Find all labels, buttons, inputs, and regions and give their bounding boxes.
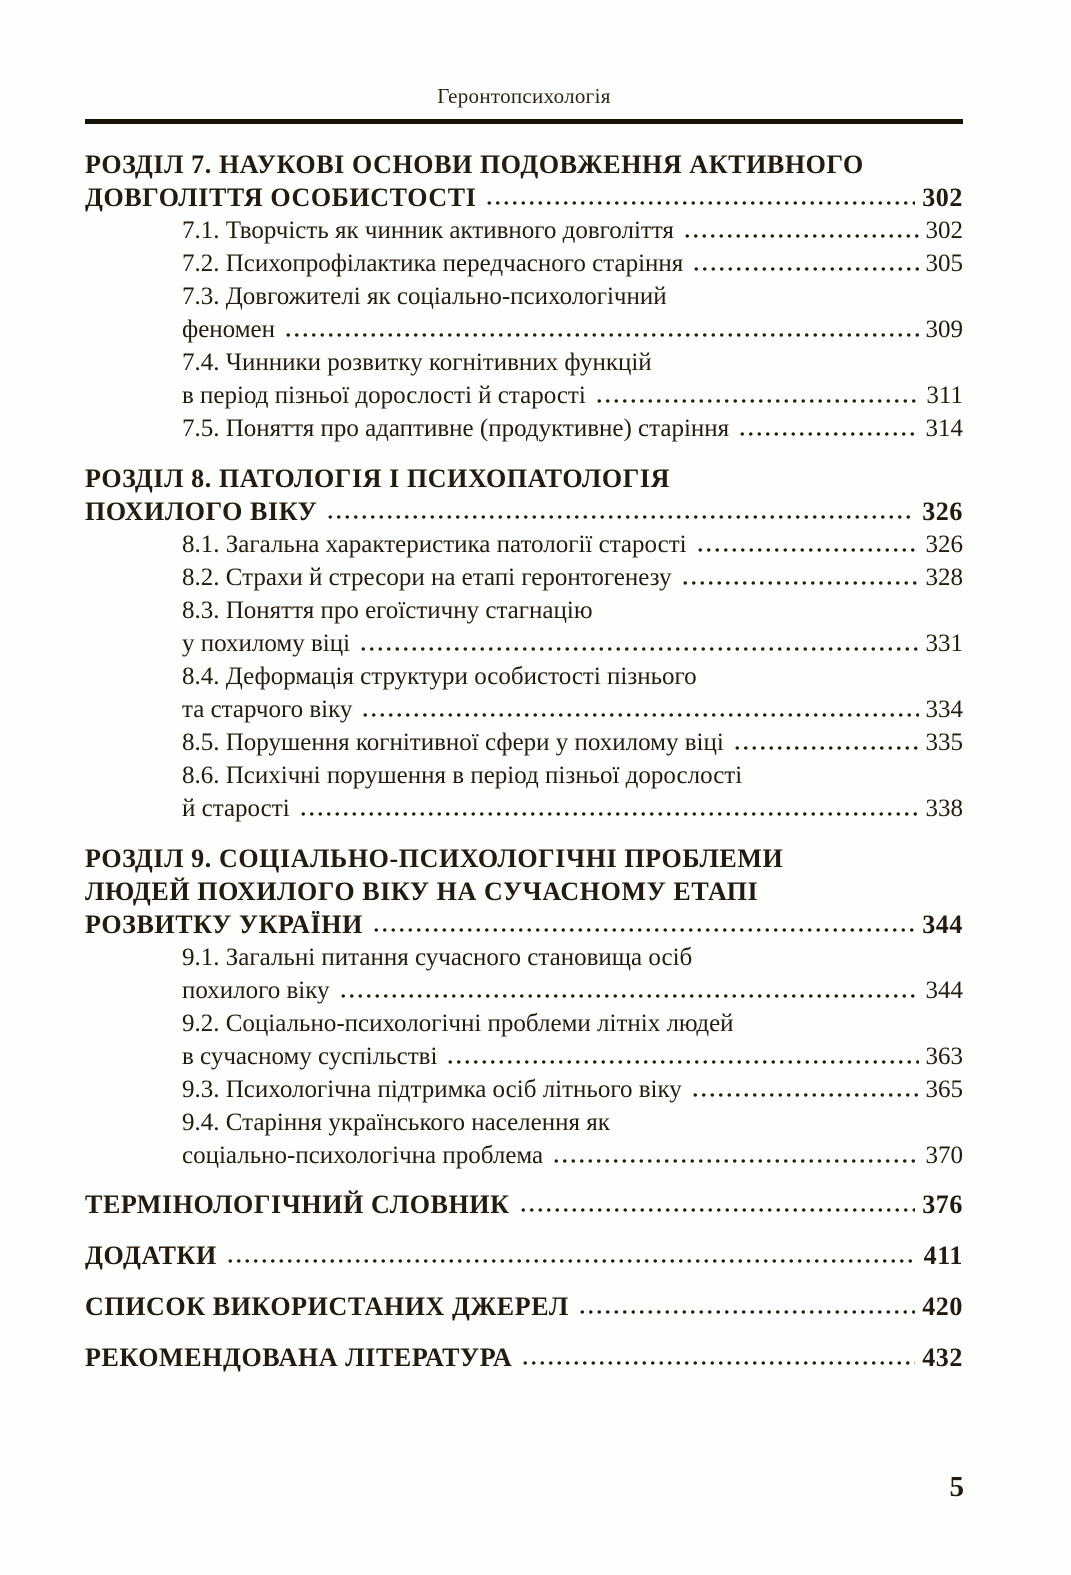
- toc-item: [85, 941, 963, 974]
- dot-leader: [738, 412, 918, 445]
- toc-page-ref: 328: [925, 564, 963, 591]
- toc-chapter-text: ЛЮДЕЙ ПОХИЛОГО ВІКУ НА СУЧАСНОМУ ЕТАПІ: [85, 877, 759, 906]
- dot-leader: [691, 1073, 919, 1106]
- dot-leader: [521, 1341, 915, 1374]
- toc-terminal-text: ТЕРМІНОЛОГІЧНИЙ СЛОВНИК: [85, 1190, 510, 1219]
- dot-leader: [284, 313, 919, 346]
- toc-item-text: похилого віку: [182, 977, 330, 1004]
- toc-page-ref: 314: [925, 415, 963, 442]
- toc-item-text: 9.3. Психологічна підтримка осіб літнього віку: [182, 1076, 682, 1103]
- toc-page-ref: 311: [926, 382, 963, 409]
- toc-page-ref: 344: [925, 977, 963, 1004]
- toc-page-ref: 305: [925, 250, 963, 277]
- toc-item-text: 7.5. Поняття про адаптивне (продуктивне) старіння: [182, 415, 730, 442]
- toc-page-ref: 309: [925, 316, 963, 343]
- toc-page-ref: 338: [925, 795, 963, 822]
- dot-leader: [326, 495, 915, 528]
- toc-page-ref: 365: [925, 1076, 963, 1103]
- toc-item-text: 7.1. Творчість як чинник активного довголіття: [182, 217, 674, 244]
- toc-item-text: 8.6. Психічні порушення в період пізньої дорослості: [182, 762, 743, 789]
- toc-item-text: 7.4. Чинники розвитку когнітивних функцій: [182, 349, 652, 376]
- toc-item: [85, 726, 963, 759]
- toc-item-text: й старості: [182, 795, 290, 822]
- toc-chapter-title-line: [85, 181, 963, 214]
- running-header: Геронтопсихологія: [437, 84, 611, 108]
- toc-item-text: в період пізньої дорослості й старості: [182, 382, 586, 409]
- toc-item: [85, 759, 963, 792]
- toc-item-text: соціально-психологічна проблема: [182, 1142, 544, 1169]
- toc-chapter-title-line: [85, 908, 963, 941]
- toc-item-continuation: [85, 792, 963, 825]
- toc-item: [85, 528, 963, 561]
- toc-item: [85, 412, 963, 445]
- toc-page-ref: 331: [925, 630, 963, 657]
- dot-leader: [578, 1290, 915, 1323]
- toc-terminal-text: ДОДАТКИ: [85, 1241, 217, 1270]
- toc-terminal-entry: [85, 1239, 963, 1272]
- toc-chapter-text: РОЗДІЛ 8. ПАТОЛОГІЯ І ПСИХОПАТОЛОГІЯ: [85, 464, 670, 493]
- toc-item-text: 8.4. Деформація структури особистості пізнього: [182, 663, 697, 690]
- toc-chapter-text: ДОВГОЛІТТЯ ОСОБИСТОСТІ: [85, 183, 477, 212]
- dot-leader: [446, 1040, 918, 1073]
- toc-item: [85, 594, 963, 627]
- dot-leader: [681, 561, 919, 594]
- header-rule: [85, 119, 963, 124]
- toc-page-ref: 432: [922, 1343, 963, 1372]
- dot-leader: [359, 627, 918, 660]
- toc-item: [85, 346, 963, 379]
- toc-item-text: 9.1. Загальні питання сучасного становища осіб: [182, 944, 693, 971]
- toc-page-ref: 363: [925, 1043, 963, 1070]
- toc-terminal-entry: [85, 1290, 963, 1323]
- dot-leader: [299, 792, 919, 825]
- toc-item-text: в сучасному суспільстві: [182, 1043, 438, 1070]
- table-of-contents: [85, 148, 963, 1374]
- toc-item-continuation: [85, 379, 963, 412]
- toc-terminal-text: РЕКОМЕНДОВАНА ЛІТЕРАТУРА: [85, 1343, 513, 1372]
- toc-item-text: 9.4. Старіння українського населення як: [182, 1109, 610, 1136]
- dot-leader: [733, 726, 919, 759]
- toc-page-ref: 326: [925, 531, 963, 558]
- toc-item-text: феномен: [182, 316, 275, 343]
- toc-page-ref: 302: [922, 183, 963, 212]
- toc-item-text: 8.2. Страхи й стресори на етапі геронтогенезу: [182, 564, 672, 591]
- toc-item: [85, 1007, 963, 1040]
- dot-leader: [692, 247, 918, 280]
- toc-chapter-text: РОЗДІЛ 9. СОЦІАЛЬНО-ПСИХОЛОГІЧНІ ПРОБЛЕМИ: [85, 844, 784, 873]
- toc-item: [85, 561, 963, 594]
- toc-page-ref: 420: [922, 1292, 963, 1321]
- dot-leader: [552, 1139, 918, 1172]
- dot-leader: [519, 1188, 916, 1221]
- toc-chapter-text: РОЗДІЛ 7. НАУКОВІ ОСНОВИ ПОДОВЖЕННЯ АКТИВНОГО: [85, 150, 864, 179]
- toc-page-ref: 334: [925, 696, 963, 723]
- toc-item-text: 9.2. Соціально-психологічні проблеми літніх людей: [182, 1010, 734, 1037]
- dot-leader: [226, 1239, 917, 1272]
- toc-page-ref: 335: [925, 729, 963, 756]
- toc-chapter-title-line: [85, 842, 963, 875]
- toc-chapter-title-line: [85, 875, 963, 908]
- toc-item-text: 8.3. Поняття про егоїстичну стагнацію: [182, 597, 593, 624]
- toc-page-ref: 326: [922, 497, 963, 526]
- dot-leader: [339, 974, 919, 1007]
- toc-item-continuation: [85, 1040, 963, 1073]
- dot-leader: [683, 214, 919, 247]
- dot-leader: [372, 908, 915, 941]
- toc-item: [85, 214, 963, 247]
- toc-page-ref: 370: [925, 1142, 963, 1169]
- toc-item: [85, 660, 963, 693]
- toc-item-continuation: [85, 627, 963, 660]
- toc-item-text: 7.2. Психопрофілактика передчасного старіння: [182, 250, 684, 277]
- toc-item-text: 8.5. Порушення когнітивної сфери у похилому віці: [182, 729, 724, 756]
- toc-page-ref: 376: [922, 1190, 963, 1219]
- toc-item-continuation: [85, 1139, 963, 1172]
- toc-item-text: у похилому віці: [182, 630, 351, 657]
- toc-terminal-text: СПИСОК ВИКОРИСТАНИХ ДЖЕРЕЛ: [85, 1292, 569, 1321]
- toc-item: [85, 280, 963, 313]
- toc-chapter-text: ПОХИЛОГО ВІКУ: [85, 497, 318, 526]
- toc-chapter-text: РОЗВИТКУ УКРАЇНИ: [85, 910, 363, 939]
- toc-chapter-title-line: [85, 462, 963, 495]
- toc-item-text: та старчого віку: [182, 696, 353, 723]
- toc-page-ref: 302: [925, 217, 963, 244]
- toc-page-ref: 411: [923, 1241, 963, 1270]
- toc-chapter-title-line: [85, 495, 963, 528]
- toc-item-text: 8.1. Загальна характеристика патології старості: [182, 531, 687, 558]
- dot-leader: [361, 693, 918, 726]
- toc-item-continuation: [85, 693, 963, 726]
- toc-item-text: 7.3. Довгожителі як соціально-психологічний: [182, 283, 667, 310]
- toc-chapter-title-line: [85, 148, 963, 181]
- toc-page-ref: 344: [922, 910, 963, 939]
- toc-terminal-entry: [85, 1188, 963, 1221]
- toc-item: [85, 1073, 963, 1106]
- toc-item: [85, 247, 963, 280]
- toc-item-continuation: [85, 974, 963, 1007]
- page-content: [85, 0, 963, 1374]
- toc-terminal-entry: [85, 1341, 963, 1374]
- toc-item: [85, 1106, 963, 1139]
- toc-item-continuation: [85, 313, 963, 346]
- dot-leader: [696, 528, 919, 561]
- dot-leader: [595, 379, 920, 412]
- dot-leader: [485, 181, 915, 214]
- page-number: 5: [949, 1471, 964, 1503]
